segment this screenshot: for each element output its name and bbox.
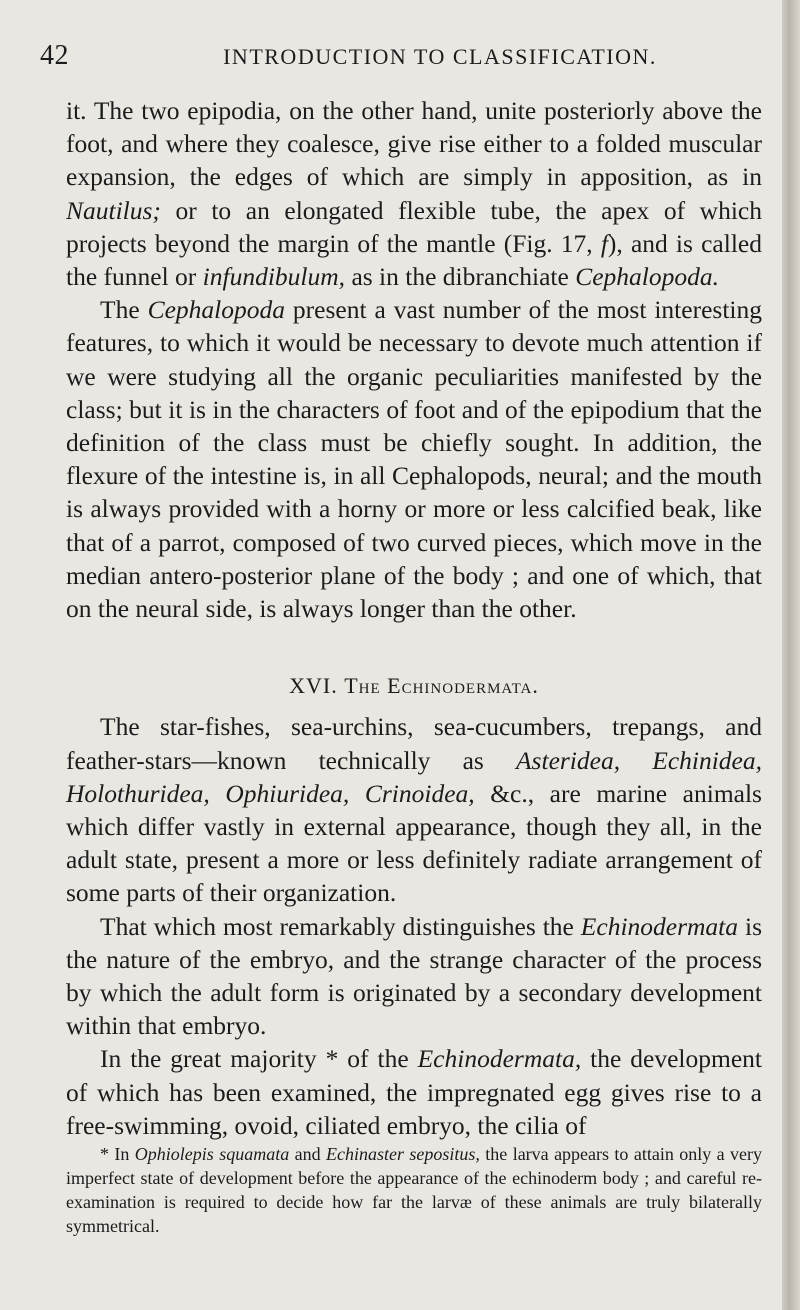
page-edge bbox=[782, 0, 800, 1310]
page-header bbox=[40, 18, 760, 71]
body-text bbox=[66, 94, 762, 1238]
section-title: The Echinodermata. bbox=[344, 673, 539, 699]
paragraph-development: In the great majority * of the Echinodermata, the development of which has been examined, the impregnated egg gives rise to a free-swimming, ovoid, ciliated embryo, the cilia of bbox=[66, 1044, 762, 1140]
section-number: XVI. bbox=[289, 673, 338, 699]
running-head: INTRODUCTION TO CLASSIFICATION. bbox=[223, 44, 657, 69]
paragraph-cephalopoda: The Cephalopoda present a vast number of the most interesting features, to which it would be necessary to devote much attention if we were studying all the organic peculiarities manifested by the class; but it is in the characters of foot and of the epipodium that the definition of the class must be chiefly sought. In addition, the flexure of the intestine is, in all Cephalopods, neural; and the mouth is always provided with a horny or more or less calcified beak, like that of a parrot, composed of two curved pieces, which move in the median antero-posterior plane of the body ; and one of which, that on the neural side, is always longer than the other. bbox=[66, 295, 762, 624]
paragraph-embryo: That which most remarkably distinguishes the Echinodermata is the nature of the embryo, and the strange character of the process by which the adult form is originated by a secondary development within that embryo. bbox=[66, 911, 762, 1041]
paragraph-star-fishes: The star-fishes, sea-urchins, sea-cucumbers, trepangs, and feather-stars—known technically as Asteridea, Echinidea, Holothuridea, Ophiuridea, Crinoidea, &c., are marine animals which differ vastly in external appearance, though they all, in the adult state, present a more or less definitely radiate arrangement of some parts of their organization. bbox=[66, 712, 762, 908]
paragraph-epipodia: it. The two epipodia, on the other hand, unite posteriorly above the foot, and where they coalesce, give rise either to a folded muscular expansion, the edges of which are simply in apposition, as in Nautilus; or to an elongated flexible tube, the apex of which projects beyond the margin of the mantle (Fig. 17, f), and is called the funnel or infundibulum, as in the dibranchiate Cephalopoda. bbox=[66, 96, 762, 292]
page-number: 42 bbox=[40, 40, 69, 71]
section-heading bbox=[66, 669, 762, 702]
footnote: * In Ophiolepis squamata and Echinaster sepositus, the larva appears to attain only a very imperfect state of development before the appearance of the echinoderm body ; and careful re-examination is required to decide how far the larvæ of these animals are truly bilaterally symmetrical. bbox=[66, 1144, 762, 1237]
